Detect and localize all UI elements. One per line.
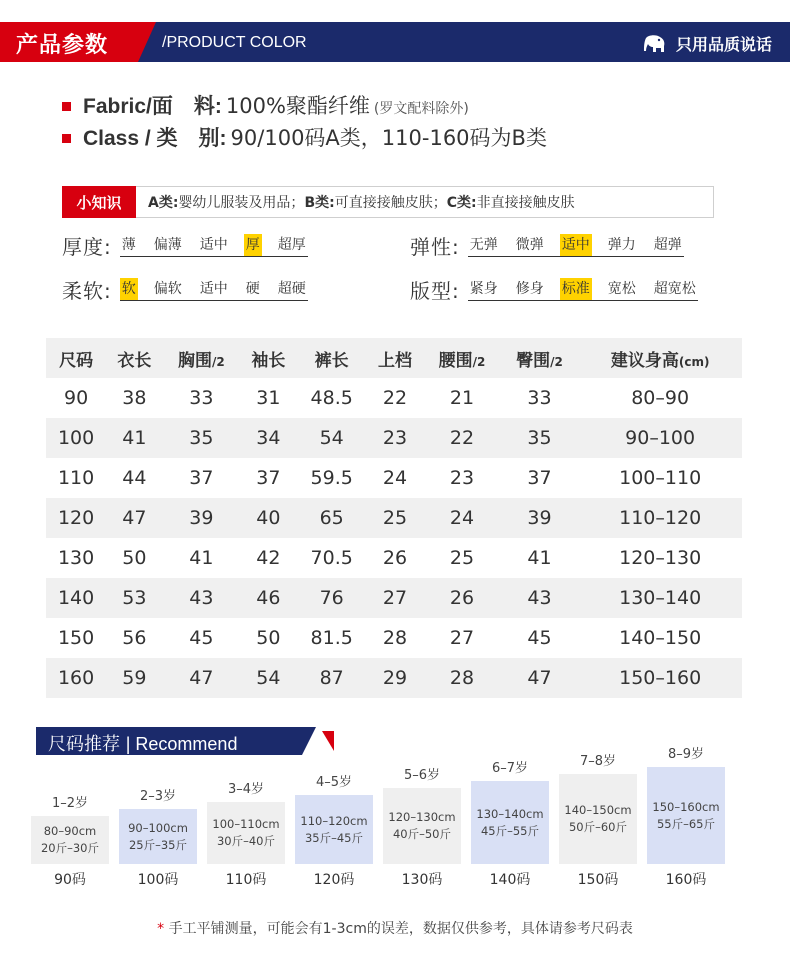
size-label: 90码 xyxy=(54,872,86,888)
size-label: 140码 xyxy=(489,872,531,888)
header-cell xyxy=(578,338,742,378)
header-label: 上档 xyxy=(377,350,412,371)
table-cell: 25 xyxy=(367,498,423,538)
table-cell: 80–90 xyxy=(631,387,690,409)
tip-c-key: C类: xyxy=(446,195,477,211)
size-label: 160码 xyxy=(665,872,707,888)
weight-range: 40斤–50斤 xyxy=(392,827,452,841)
table-row xyxy=(46,418,742,458)
table-cell: 27 xyxy=(367,578,423,618)
table-row xyxy=(46,498,742,538)
attr-option: 厚 xyxy=(244,234,262,256)
attr-label: 柔软: xyxy=(62,278,112,303)
attr-option: 标准 xyxy=(560,278,592,300)
attr-option: 偏薄 xyxy=(153,237,182,253)
header-cell xyxy=(106,338,162,378)
tip-b-text: 可直接接触皮肤； xyxy=(334,195,447,211)
attr-option: 超厚 xyxy=(277,237,306,253)
header-unit: (cm) xyxy=(678,354,710,369)
note-text: 手工平铺测量，可能会有1-3cm的误差，数据仅供参考，具体请参考尺码表 xyxy=(168,921,633,937)
table-cell: 23 xyxy=(367,418,423,458)
table-cell: 21 xyxy=(449,387,475,409)
weight-range: 55斤–65斤 xyxy=(656,816,716,831)
table-cell: 140–150 xyxy=(619,627,702,649)
header-label: 尺码 xyxy=(59,350,94,371)
table-cell: 22 xyxy=(382,387,408,409)
table-cell: 53 xyxy=(106,578,162,618)
recommend-title-en: | Recommend xyxy=(125,734,238,754)
attr-option: 微弹 xyxy=(515,237,544,253)
recommend-box xyxy=(471,781,549,864)
table-cell: 41 xyxy=(527,547,552,569)
note-asterisk: * xyxy=(157,921,165,937)
weight-range: 45斤–55斤 xyxy=(480,823,540,838)
height-range: 130–140cm xyxy=(476,806,544,821)
table-cell: 28 xyxy=(423,658,501,698)
table-cell: 34 xyxy=(240,418,296,458)
recommend-box xyxy=(647,767,725,864)
weight-range: 30斤–40斤 xyxy=(216,834,276,848)
weight-range: 20斤–30斤 xyxy=(40,841,100,855)
recommend-box xyxy=(295,795,373,864)
attr-label: 弹性: xyxy=(410,234,460,259)
table-cell: 130–140 xyxy=(578,578,742,618)
size-label: 150码 xyxy=(577,872,619,888)
table-cell: 120–130 xyxy=(619,547,702,569)
table-row xyxy=(46,458,742,498)
table-cell: 43 xyxy=(163,578,241,618)
size-label: 100码 xyxy=(137,872,179,888)
recommend-box xyxy=(383,788,461,864)
attr-label: 版型: xyxy=(410,278,460,303)
table-cell: 90 xyxy=(63,387,89,409)
table-cell: 110 xyxy=(57,467,95,489)
height-range: 100–110cm xyxy=(212,817,280,831)
attr-option: 宽松 xyxy=(607,281,636,297)
table-cell: 25 xyxy=(449,547,475,569)
table-cell: 56 xyxy=(122,627,147,649)
age-label: 8–9岁 xyxy=(667,747,705,762)
header-label: 建议身高 xyxy=(610,350,679,371)
height-range: 80–90cm xyxy=(43,824,97,838)
table-cell: 45 xyxy=(189,627,214,649)
tip-c-text: 非直接接触皮肤 xyxy=(476,195,575,211)
header-cell xyxy=(240,338,296,378)
table-cell: 48.5 xyxy=(310,387,353,409)
header-unit: /2 xyxy=(550,354,563,369)
header-label: 裤长 xyxy=(314,350,349,371)
table-cell: 31 xyxy=(256,387,281,409)
recommend-banner xyxy=(36,727,302,755)
header-cell xyxy=(297,338,367,378)
header-label: 袖长 xyxy=(251,350,286,371)
table-cell: 47 xyxy=(106,498,162,538)
header-label: 胸围 xyxy=(178,350,212,371)
table-cell: 100–110 xyxy=(619,467,702,489)
table-cell: 59 xyxy=(106,658,162,698)
brand-slogan xyxy=(640,32,772,55)
fabric-key: Fabric/面 料: xyxy=(83,95,222,118)
recommend-box xyxy=(119,809,197,864)
height-range: 140–150cm xyxy=(564,803,632,817)
age-label: 6–7岁 xyxy=(491,761,529,776)
table-cell: 50 xyxy=(256,627,281,649)
table-cell: 37 xyxy=(256,467,281,489)
height-range: 150–160cm xyxy=(652,799,720,814)
size-label: 120码 xyxy=(313,872,355,888)
age-label: 3–4岁 xyxy=(227,782,265,797)
table-cell: 41 xyxy=(189,547,214,569)
header-unit: /2 xyxy=(472,354,486,369)
table-cell: 87 xyxy=(297,658,367,698)
age-label: 4–5岁 xyxy=(315,775,353,790)
weight-range: 35斤–45斤 xyxy=(304,830,364,845)
height-range: 120–130cm xyxy=(388,810,456,824)
table-cell: 45 xyxy=(527,627,552,649)
table-cell: 24 xyxy=(382,467,408,489)
table-cell: 90–100 xyxy=(578,418,742,458)
header-band xyxy=(0,22,790,62)
table-cell: 35 xyxy=(501,418,579,458)
fabric-note: (罗文配料除外) xyxy=(373,101,469,117)
recommend-box xyxy=(559,774,637,864)
table-cell: 26 xyxy=(423,578,501,618)
table-cell: 33 xyxy=(527,387,552,409)
tip-b-key: B类: xyxy=(304,195,335,211)
table-cell: 140 xyxy=(46,578,106,618)
header-cell xyxy=(501,338,579,378)
age-label: 2–3岁 xyxy=(139,789,177,804)
attr-option: 弹力 xyxy=(607,237,636,253)
table-cell: 40 xyxy=(240,498,296,538)
table-cell: 150 xyxy=(57,627,95,649)
attr-label: 厚度: xyxy=(62,234,112,259)
table-cell: 120 xyxy=(46,498,106,538)
bullet-square xyxy=(62,134,71,143)
class-value: 90/100码A类，110-160码为B类 xyxy=(230,126,547,150)
fabric-class-info xyxy=(62,90,547,154)
size-table-body xyxy=(46,378,742,698)
knowledge-tip xyxy=(62,186,714,218)
attr-thickness xyxy=(62,232,308,258)
attr-softness xyxy=(62,276,308,302)
attr-option: 偏软 xyxy=(153,281,182,297)
size-label: 130码 xyxy=(401,872,443,888)
table-cell: 42 xyxy=(256,547,281,569)
attr-option: 软 xyxy=(120,278,138,300)
table-cell: 43 xyxy=(501,578,579,618)
measurement-note xyxy=(0,918,790,938)
table-cell: 47 xyxy=(163,658,241,698)
recommend-banner-slant xyxy=(302,727,316,755)
table-cell: 39 xyxy=(163,498,241,538)
tip-a-text: 婴幼儿服装及用品； xyxy=(178,195,305,211)
recommend-title-cn: 尺码推荐 xyxy=(48,734,120,755)
attr-option: 薄 xyxy=(121,237,136,253)
attr-option: 适中 xyxy=(199,281,228,297)
attr-option: 适中 xyxy=(560,234,592,256)
tip-a-key: A类: xyxy=(148,195,179,211)
table-cell: 100 xyxy=(46,418,106,458)
tip-text xyxy=(148,192,575,212)
table-cell: 130 xyxy=(57,547,95,569)
attr-option: 超宽松 xyxy=(653,281,696,297)
table-cell: 24 xyxy=(423,498,501,538)
header-cell xyxy=(367,338,423,378)
section-subtitle: /PRODUCT COLOR xyxy=(162,34,307,51)
table-cell: 150–160 xyxy=(578,658,742,698)
attr-option: 适中 xyxy=(199,237,228,253)
table-cell: 35 xyxy=(163,418,241,458)
slogan-text: 只用品质说话 xyxy=(675,35,772,54)
table-cell: 22 xyxy=(423,418,501,458)
table-row xyxy=(46,618,742,658)
attr-option: 超硬 xyxy=(277,281,306,297)
attr-option: 修身 xyxy=(515,281,544,297)
table-cell: 33 xyxy=(189,387,214,409)
header-label: 衣长 xyxy=(117,350,152,371)
attr-option: 超弹 xyxy=(653,237,682,253)
recommend-box xyxy=(207,802,285,864)
table-cell: 47 xyxy=(501,658,579,698)
table-cell: 27 xyxy=(449,627,475,649)
bullet-square xyxy=(62,102,71,111)
age-label: 1–2岁 xyxy=(51,796,89,811)
elephant-icon xyxy=(640,34,668,54)
header-red-slant xyxy=(138,22,156,62)
table-cell: 23 xyxy=(449,467,475,489)
table-cell: 160 xyxy=(46,658,106,698)
table-cell: 37 xyxy=(527,467,552,489)
table-cell: 54 xyxy=(240,658,296,698)
attr-options xyxy=(120,233,308,257)
height-range: 90–100cm xyxy=(128,820,188,835)
table-row xyxy=(46,538,742,578)
table-row xyxy=(46,578,742,618)
age-label: 7–8岁 xyxy=(579,754,617,769)
class-row xyxy=(62,122,547,154)
tip-badge: 小知识 xyxy=(62,186,136,218)
recommend-banner-accent xyxy=(322,731,334,751)
table-cell: 26 xyxy=(382,547,408,569)
recommend-box xyxy=(31,816,109,864)
attr-options xyxy=(468,277,698,301)
table-cell: 46 xyxy=(240,578,296,618)
attr-elasticity xyxy=(410,232,684,258)
weight-range: 50斤–60斤 xyxy=(568,820,628,834)
header-unit: /2 xyxy=(212,354,225,369)
table-cell: 41 xyxy=(106,418,162,458)
table-cell: 54 xyxy=(297,418,367,458)
recommend-title xyxy=(48,730,237,756)
height-range: 110–120cm xyxy=(300,813,368,828)
table-row xyxy=(46,658,742,698)
table-cell: 38 xyxy=(122,387,147,409)
header-cell xyxy=(163,338,241,378)
table-row xyxy=(46,378,742,418)
fabric-row xyxy=(62,90,547,122)
table-cell: 76 xyxy=(297,578,367,618)
size-table-header xyxy=(46,338,742,378)
fabric-value: 100%聚酯纤维 xyxy=(225,94,370,118)
table-cell: 50 xyxy=(122,547,147,569)
header-cell xyxy=(46,338,106,378)
attr-options xyxy=(120,277,308,301)
class-key: Class / 类 别: xyxy=(83,127,227,150)
header-red-block xyxy=(0,22,138,62)
header-label: 腰围 xyxy=(438,350,473,371)
section-title: 产品参数 xyxy=(16,33,109,58)
table-cell: 44 xyxy=(122,467,147,489)
weight-range: 25斤–35斤 xyxy=(128,837,188,852)
attr-option: 硬 xyxy=(245,281,260,297)
attr-fit xyxy=(410,276,698,302)
attr-option: 紧身 xyxy=(469,281,498,297)
size-label: 110码 xyxy=(225,872,267,888)
table-cell: 81.5 xyxy=(310,627,353,649)
table-cell: 29 xyxy=(367,658,423,698)
table-cell: 59.5 xyxy=(310,467,353,489)
table-cell: 39 xyxy=(501,498,579,538)
table-cell: 70.5 xyxy=(310,547,353,569)
table-cell: 37 xyxy=(189,467,214,489)
header-cell xyxy=(423,338,501,378)
table-cell: 65 xyxy=(297,498,367,538)
table-cell: 110–120 xyxy=(578,498,742,538)
header-label: 臀围 xyxy=(516,350,551,371)
table-cell: 28 xyxy=(382,627,408,649)
age-label: 5–6岁 xyxy=(403,768,441,783)
attr-option: 无弹 xyxy=(469,237,498,253)
size-table xyxy=(46,338,742,698)
attr-options xyxy=(468,233,684,257)
